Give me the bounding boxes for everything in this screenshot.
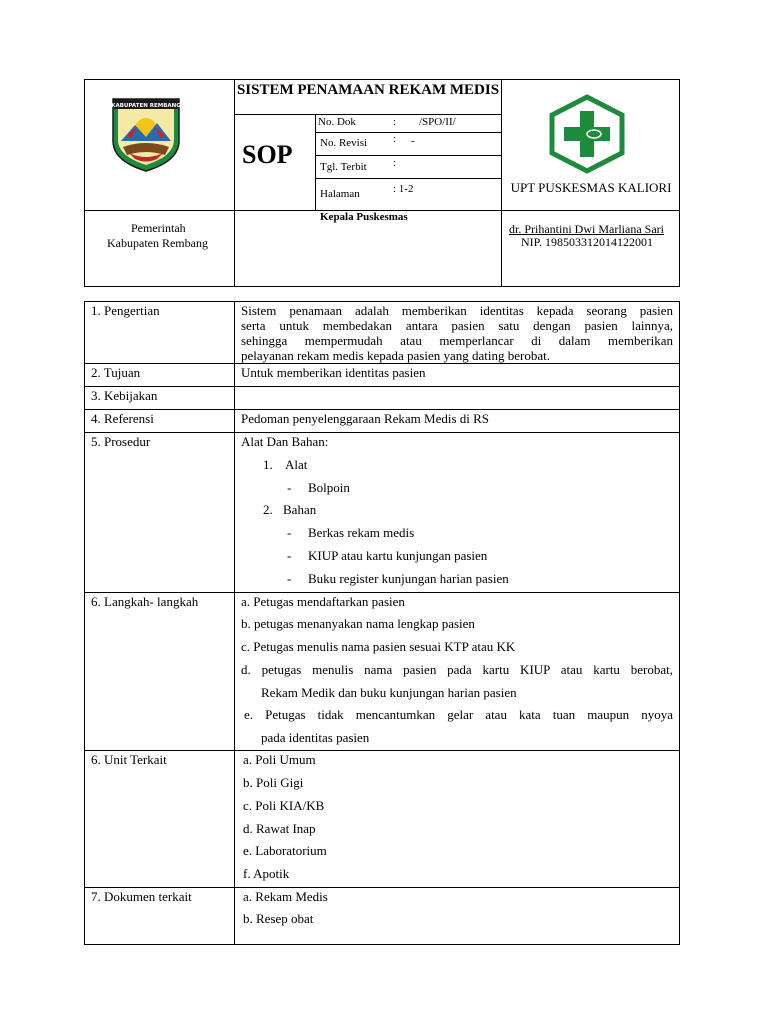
referensi-label: 4. Referensi bbox=[91, 411, 154, 426]
unit-item: b. Poli Gigi bbox=[243, 775, 304, 790]
svg-text:KABUPATEN REMBANG: KABUPATEN REMBANG bbox=[111, 103, 181, 109]
pengertian-line: serta untuk membedakan antara pasien satu dengan pasien lainnya, bbox=[241, 318, 673, 333]
unit-item: e. Laboratorium bbox=[243, 843, 327, 858]
unit-item: f. Apotik bbox=[243, 866, 290, 881]
sub-dash: - bbox=[287, 525, 292, 540]
sub-dash: - bbox=[287, 548, 292, 563]
prosedur-item-label: Alat bbox=[285, 457, 308, 472]
pengertian-label: 1. Pengertian bbox=[91, 303, 160, 318]
prosedur-item-label: Bahan bbox=[283, 502, 317, 517]
no-revisi-value: - bbox=[411, 135, 415, 147]
halaman-value: : 1-2 bbox=[393, 183, 414, 195]
langkah-line: a. Petugas mendaftarkan pasien bbox=[241, 594, 405, 609]
pengertian-line: Sistem penamaan adalah memberikan identitas kepada seorang pasien bbox=[241, 303, 673, 318]
unit-item: c. Poli KIA/KB bbox=[243, 798, 325, 813]
dokumen-terkait-label: 7. Dokumen terkait bbox=[91, 889, 192, 904]
prosedur-sub-item: Bolpoin bbox=[308, 480, 350, 495]
langkah-line: Rekam Medik dan buku kunjungan harian pasien bbox=[261, 685, 517, 700]
signatory-name: dr. Prihantini Dwi Marliana Sari bbox=[509, 222, 664, 236]
kepala-puskesmas-label: Kepala Puskesmas bbox=[320, 211, 408, 223]
langkah-line: d. petugas menulis nama pasien pada kartu KIUP atau kartu berobat, bbox=[241, 662, 673, 677]
puskesmas-logo bbox=[546, 93, 628, 175]
sub-dash: - bbox=[287, 571, 292, 586]
langkah-line: b. petugas menanyakan nama lengkap pasien bbox=[241, 616, 475, 631]
sub-dash: - bbox=[287, 480, 292, 495]
pemerintah-line-2: Kabupaten Rembang bbox=[107, 236, 208, 250]
prosedur-intro: Alat Dan Bahan: bbox=[241, 434, 329, 449]
sop-label: SOP bbox=[242, 140, 293, 169]
sop-header-table bbox=[84, 79, 680, 287]
langkah-line: pada identitas pasien bbox=[261, 730, 370, 745]
kebijakan-label: 3. Kebijakan bbox=[91, 388, 158, 403]
upt-puskesmas-name: UPT PUSKESMAS KALIORI bbox=[510, 180, 672, 195]
pemerintah-line-1: Pemerintah bbox=[131, 221, 186, 235]
no-revisi-label: No. Revisi bbox=[320, 137, 368, 149]
prosedur-item-number: 2. bbox=[263, 502, 273, 517]
unit-terkait-label: 6. Unit Terkait bbox=[91, 752, 167, 767]
unit-item: a. Poli Umum bbox=[243, 752, 316, 767]
halaman-label: Halaman bbox=[320, 188, 360, 200]
dokumen-item: a. Rekam Medis bbox=[243, 889, 328, 904]
signatory-nip: NIP. 198503312014122001 bbox=[521, 235, 654, 249]
kabupaten-rembang-logo bbox=[107, 95, 185, 173]
pengertian-line: sehingga mempermudah atau memperlancar di dalam memberikan bbox=[241, 333, 673, 348]
tujuan-text: Untuk memberikan identitas pasien bbox=[241, 365, 426, 380]
prosedur-sub-item: Berkas rekam medis bbox=[308, 525, 415, 540]
prosedur-item-number: 1. bbox=[263, 457, 273, 472]
prosedur-sub-item: Buku register kunjungan harian pasien bbox=[308, 571, 509, 586]
document-title: SISTEM PENAMAAN REKAM MEDIS bbox=[236, 82, 500, 98]
referensi-text: Pedoman penyelenggaraan Rekam Medis di RS bbox=[241, 411, 490, 426]
tgl-terbit-colon: : bbox=[393, 157, 397, 169]
langkah-line: e. Petugas tidak mencantumkan gelar atau kata tuan maupun nyoya bbox=[244, 707, 673, 722]
no-dok-colon: : bbox=[393, 116, 397, 128]
pengertian-line: pelayanan rekam medis kepada pasien yang dating berobat. bbox=[241, 348, 550, 363]
sop-content-table bbox=[84, 301, 680, 945]
no-dok-value: /SPO/II/ bbox=[419, 116, 456, 128]
langkah-line: c. Petugas menulis nama pasien sesuai KTP atau KK bbox=[241, 639, 516, 654]
prosedur-sub-item: KIUP atau kartu kunjungan pasien bbox=[308, 548, 488, 563]
no-dok-label: No. Dok bbox=[318, 116, 356, 128]
tujuan-label: 2. Tujuan bbox=[91, 365, 141, 380]
no-revisi-colon: : bbox=[393, 133, 397, 145]
tgl-terbit-label: Tgl. Terbit bbox=[320, 161, 367, 173]
prosedur-label: 5. Prosedur bbox=[91, 434, 151, 449]
unit-item: d. Rawat Inap bbox=[243, 821, 316, 836]
dokumen-item: b. Resep obat bbox=[243, 911, 314, 926]
langkah-label: 6. Langkah- langkah bbox=[91, 594, 199, 609]
